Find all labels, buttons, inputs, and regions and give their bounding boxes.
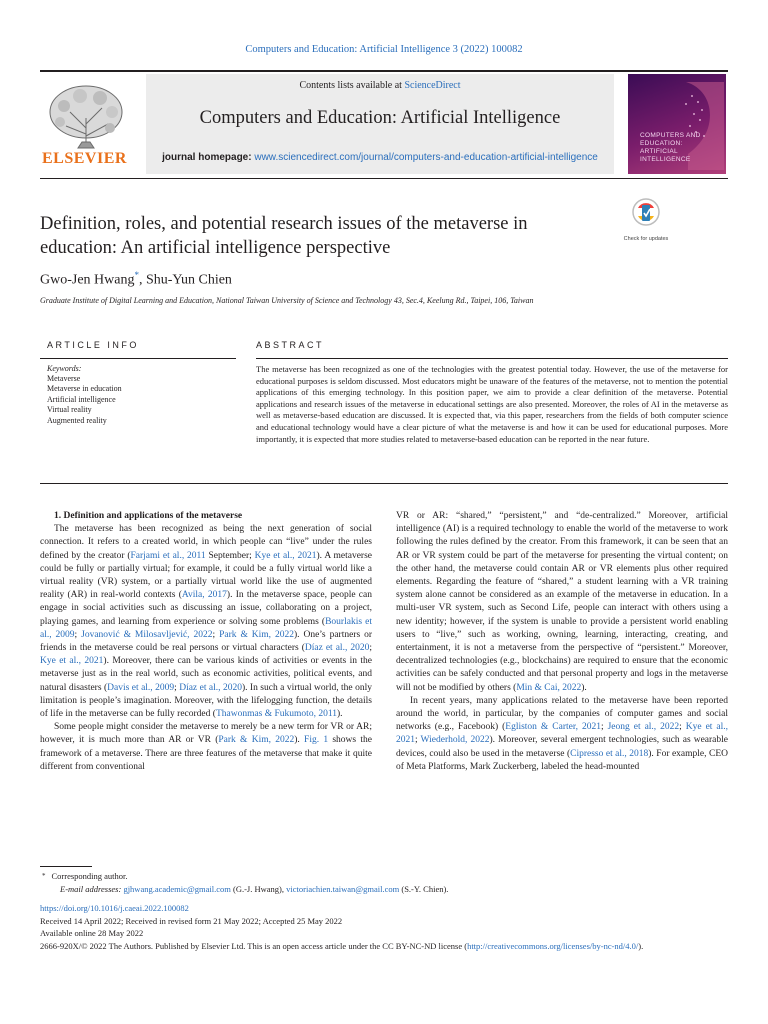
citation-link[interactable]: Davis et al., 2009 — [107, 682, 175, 693]
abstract-heading: ABSTRACT — [256, 340, 325, 350]
article-metadata — [40, 902, 730, 952]
journal-homepage-link[interactable]: www.sciencedirect.com/journal/computers-and-education-artificial-intelligence — [254, 152, 598, 163]
article-title: Definition, roles, and potential research issues of the metaverse in education: An artificial intelligence perspective — [40, 214, 528, 258]
masthead-bottom-rule — [40, 178, 728, 179]
body-text: shows the framework of a metaverse. There are three features of the metaverse that make it quite different from conventional — [40, 735, 372, 772]
author-name: Shu-Yun Chien — [145, 272, 232, 288]
check-for-updates-icon[interactable] — [628, 196, 664, 232]
body-text: ). — [336, 709, 343, 720]
citation-link[interactable]: Díaz et al., 2020 — [304, 643, 370, 654]
author-name: Gwo-Jen Hwang — [40, 272, 135, 288]
abstract-text: The metaverse has been recognized as one of the technologies with the greatest potential today. However, the use of the metaverse for educational purposes is seldom discussed. Most educators might be unaware of the features of the metaverse, not to mention the potential applications of this emerging technology. In this position paper, we aim to provide a clear definition of the metaverse. Potential applications and research issues of the metaverse in educational settings are also presented. Moreover, the roles of AI in the metaverse as well as metaverse-based education are discussed. It is expected that, via this paper, researchers from the fields of both computer science and educational technology would have a clear picture of what the metaverse is and how it can be used for educational purposes. More importantly, it is expected that more studies related to metaverse-based education can be reported in the near future. — [256, 364, 728, 444]
body-paragraph — [40, 523, 372, 721]
footnote: * Corresponding author. E-mail addresses: gjhwang.academic@gmail.com (G.-J. Hwang), victoriachien.taiwan@gmail.com (S.-Y. Chien). — [42, 871, 449, 894]
body-paragraph — [40, 721, 372, 774]
citation-link[interactable]: Díaz et al., 2020 — [179, 682, 242, 693]
online-date: Available online 28 May 2022 — [40, 928, 144, 939]
corresponding-marker[interactable]: * — [134, 270, 139, 280]
citation-link[interactable]: Wiederhold, 2022 — [420, 735, 490, 746]
masthead-top-rule — [40, 70, 728, 72]
cover-title: COMPUTERS AND EDUCATION: ARTIFICIAL INTELLIGENCE — [640, 132, 701, 163]
citation-link[interactable]: Jovanović & Milosavljević, 2022 — [81, 629, 213, 640]
citation-link[interactable]: Park & Kim, 2022 — [218, 735, 295, 746]
body-text: ; — [369, 643, 372, 654]
section-heading: 1. Definition and applications of the metaverse — [54, 511, 243, 521]
citation-link[interactable]: Farjami et al., 2011 — [130, 550, 206, 561]
author-list: Gwo-Jen Hwang*, Shu-Yun Chien — [40, 270, 232, 288]
footnote-rule — [40, 866, 92, 867]
license-line: 2666-920X/© 2022 The Authors. Published by Elsevier Ltd. This is an open access article under the CC BY-NC-ND license (http://creativecommons.org/licenses/by-nc-nd/4.0/). — [40, 940, 644, 951]
body-paragraph — [396, 695, 728, 774]
citation-link[interactable]: Bourlakis et al., 2009 — [40, 616, 372, 640]
license-link[interactable]: http://creativecommons.org/licenses/by-nc-nd/4.0/ — [467, 940, 639, 951]
citation-link[interactable]: Cipresso et al., 2018 — [570, 748, 649, 759]
body-text: ; — [74, 629, 82, 640]
body-text: ; — [600, 722, 608, 733]
citation-link[interactable]: Fig. 1 — [304, 735, 329, 746]
journal-homepage-line: journal homepage: www.sciencedirect.com/journal/computers-and-education-artificial-intelligence — [162, 152, 598, 163]
citation-link[interactable]: Kye et al., 2021 — [40, 656, 104, 667]
body-column-right — [396, 510, 728, 774]
body-text: ). — [294, 735, 305, 746]
keyword: Virtual reality — [47, 405, 92, 415]
email-link[interactable]: gjhwang.academic@gmail.com — [123, 883, 231, 894]
keyword-list — [47, 374, 122, 426]
article-info-heading: ARTICLE INFO — [47, 340, 139, 350]
keywords-label: Keywords: — [47, 364, 82, 373]
check-for-updates-label: Check for updates — [623, 236, 669, 242]
body-text: ). — [581, 682, 587, 693]
body-text: The metaverse has been recognized as being the next generation of social connection. It refers to a created world, in which people can “live” under the rules defined by the creator ( — [40, 524, 372, 561]
sciencedirect-link[interactable]: ScienceDirect — [404, 80, 461, 91]
running-head[interactable]: Computers and Education: Artificial Intelligence 3 (2022) 100082 — [245, 44, 523, 55]
citation-link[interactable]: Park & Kim, 2022 — [219, 629, 294, 640]
journal-name: Computers and Education: Artificial Intelligence — [199, 108, 561, 128]
body-text: ). For example, CEO of Meta Platforms, Mark Zuckerberg, labeled the head-mounted — [396, 748, 728, 772]
citation-link[interactable]: Thawonmas & Fukumoto, 2011 — [215, 709, 337, 720]
body-column-left — [40, 510, 372, 774]
citation-link[interactable]: Min & Cai, 2022 — [516, 682, 582, 693]
body-text: ). Moreover, several emergent technologies, such as wearable devices, could also be used in the metaverse ( — [396, 735, 728, 759]
email-link[interactable]: victoriachien.taiwan@gmail.com — [286, 883, 400, 894]
publisher-wordmark: ELSEVIER — [42, 150, 127, 167]
body-text: ; — [679, 722, 686, 733]
body-text: Some people might consider the metaverse to merely be a new term for VR or AR; however, it is much more than AR or VR ( — [40, 722, 372, 746]
body-text: September; — [205, 550, 255, 561]
citation-link[interactable]: Kye et al., 2021 — [254, 550, 317, 561]
doi-link[interactable]: https://doi.org/10.1016/j.caeai.2022.100082 — [40, 903, 189, 913]
article-info-rule — [40, 358, 236, 359]
abstract-rule — [256, 358, 728, 359]
keyword: Augmented reality — [47, 415, 107, 425]
body-text: ; — [415, 735, 421, 746]
keyword: Metaverse in education — [47, 384, 122, 394]
body-text: ). In such a virtual world, the only limitation is people’s imagination. Moreover, with the lifelogging function, the details of life in the metaverse can be fully recorded ( — [40, 682, 372, 720]
abstract-bottom-rule — [40, 483, 728, 484]
keyword: Metaverse — [47, 374, 81, 383]
citation-link[interactable]: Kye et al., 2021 — [396, 722, 729, 746]
body-paragraph — [396, 510, 728, 695]
citation-link[interactable]: Egliston & Carter, 2021 — [505, 722, 601, 733]
body-text: ). Moreover, there can be various kinds of activities or events in the metaverse just as in the real world, such as economic activities, political events, and natural disasters ( — [40, 656, 372, 693]
body-text: ; — [174, 682, 180, 693]
history-dates: Received 14 April 2022; Received in revised form 21 May 2022; Accepted 25 May 2022 — [40, 915, 343, 926]
body-text: ). One’s partners or friends in the metaverse could be real persons or virtual characters ( — [40, 629, 373, 654]
body-text: ; — [212, 629, 220, 640]
journal-cover-image[interactable] — [628, 74, 726, 174]
body-text: VR or AR: “shared,” “persistent,” and “de-centralized.” Moreover, artificial intelligence (AI) is a required technology to enable the world of the metaverse to work following the rules defined by the creator. From this framework, it can be seen that an AR or VR system could be part of the metaverse for presenting the virtual content; on the other hand, the metaverse could contain AR or VR elements plus other required elements. Regarding the feature of “shared,” a student learning with a VR training system alone cannot be considered as an example of the metaverse in education. In a multi-user VR system, such as Second Life, people can interact with others using a new identity; however, if the system is unable to provide a persistent world enabling users to “live,” such as working, owning, learning, interacting, creating, and entertainment, it is not a metaverse from the perspective of “persistent.” Moreover, decentralized technologies (e.g., blockchains) are required to ensure that the economic activities can be safely conducted and that personal property and logs in the metaverse will not be modified by others ( — [396, 511, 728, 693]
affiliation: Graduate Institute of Digital Learning and Education, National Taiwan University of Science and Technology 43, Sec.4, Keelung Rd., Taipei, 106, Taiwan — [40, 296, 534, 305]
keyword: Artificial intelligence — [47, 394, 116, 404]
body-text: In recent years, many applications related to the metaverse have been reported around the world, in particular, by the companies of computer games and social networks (e.g., Facebook) ( — [396, 695, 728, 733]
citation-link[interactable]: Jeong et al., 2022 — [607, 722, 680, 733]
body-text: ). In the metaverse space, people can engage in social activities such as discussing an issue, collaborating on a project, playing games, and learning from experience or solving some problems ( — [40, 590, 372, 627]
body-text: ). A metaverse could be fully or partially virtual; for example, it could be a fully virtual world like a virtual reality (VR) system, or a partially virtual world like the use of augmented reality (AR) in real-world contexts ( — [40, 550, 373, 601]
citation-link[interactable]: Avila, 2017 — [181, 590, 227, 601]
contents-available-line: Contents lists available at ScienceDirect — [299, 80, 461, 91]
